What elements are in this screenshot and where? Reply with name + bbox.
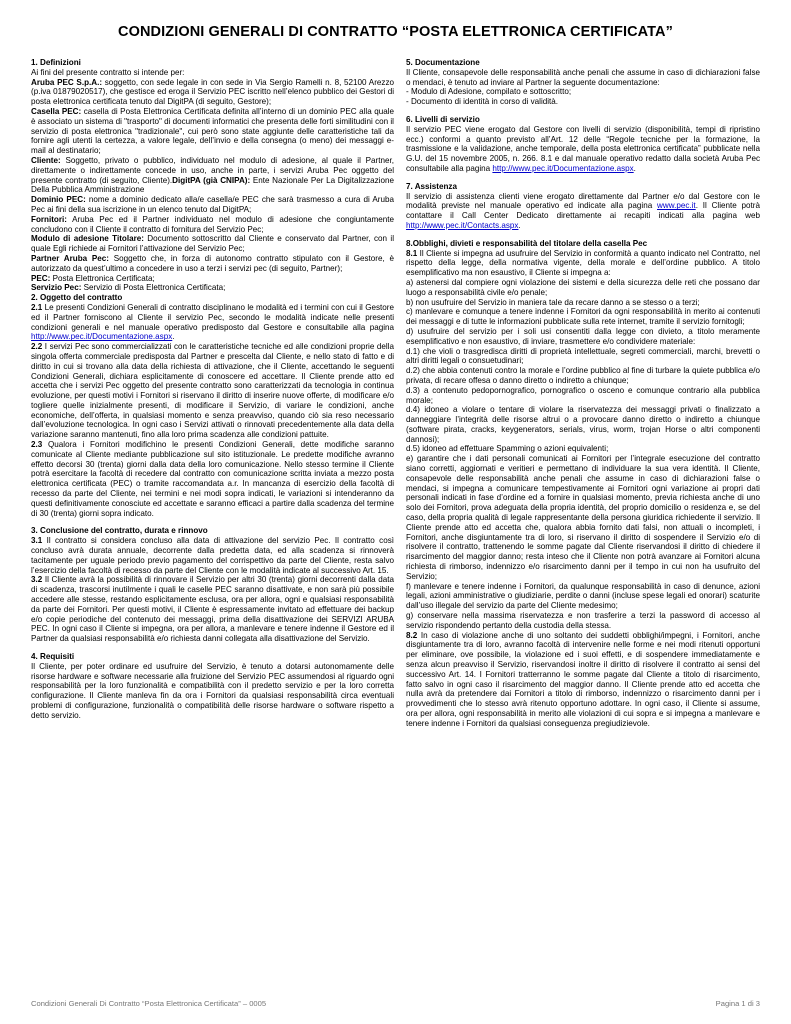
paragraph: Ai fini del presente contratto si intende per: bbox=[31, 67, 185, 77]
clause-3-1 bbox=[31, 536, 394, 575]
definition-fornitori bbox=[31, 215, 394, 235]
section-definizioni bbox=[31, 58, 394, 293]
paragraph-text: Il servizio di assistenza clienti viene erogato direttamente dal Partner e/o dal Gestore con le modalità previste nel manuale operativo ed indicate alla pagina bbox=[406, 191, 760, 211]
definition-text: Servizio di Posta Elettronica Certificata; bbox=[81, 283, 226, 293]
paragraph-text: Il servizio PEC viene erogato dal Gestore con livelli di servizio (disponibilità, tempi di ripristino ecc.) conformi a quanto previsto all’Art. 12 delle “Regole tecniche per la formazione, la trasmissione e la validazione, anche temporale, della posta elettronica certificata” pubblicate nella G.U. del 15 novembre 2005, n. 266. 8.1 e dal manuale operativo redatto dalla società Aruba Pec consultabile alla pagina bbox=[406, 124, 760, 173]
clause-text: Qualora i Fornitori modifichino le presenti Condizioni Generali, dette modifiche saranno comunicate al Cliente mediante pubblicazione sul sito istituzionale. Le predette modifiche avranno effetto decorsi 30 (trenta) giorni dalla data della loro comunicazione. Nello stesso termine il Cliente potrà esercitare la facoltà di recedere dal contratto con comunicazione scritta inviata a mezzo posta elettronica certificata (PEC) o tramite raccomandata a.r. In mancanza di esercizio della facoltà di recesso da parte del Cliente, nei termini e nei modi sopra indicati, le variazioni si intenderanno da questi definitivamente conosciute ed accettate e saranno efficaci a partire dalla scadenza del termine di 30 (trenta) giorni sopra indicato. bbox=[31, 440, 394, 518]
section-obblighi bbox=[406, 239, 760, 729]
definition-modulo bbox=[31, 234, 394, 254]
definition-text: Ente Nazionale Per La Digitalizzazione Della Pubblica Amministrazione bbox=[31, 175, 394, 195]
term: Partner Aruba Pec: bbox=[31, 253, 109, 263]
term: PEC: bbox=[31, 273, 51, 283]
section-oggetto bbox=[31, 293, 394, 518]
section-heading: 5. Documentazione bbox=[406, 58, 480, 67]
list-item: d.1) che violi o trasgredisca diritti di proprietà intellettuale, segreti commerciali, marchi, brevetti o altri diritti legali o consuetudinari; bbox=[406, 346, 760, 366]
clause-text: Le presenti Condizioni Generali di contratto disciplinano le modalità ed i termini con cui il Gestore ed il Partner forniscono al Cliente il servizio Pec, secondo le modalità indicate nelle presenti condizioni generali e nel manuale operativo predisposto dal Gestore e consultabile alla pagina bbox=[31, 302, 394, 332]
list-item: a) astenersi dal compiere ogni violazione dei sistemi e della sicurezza delle reti che possano dar luogo a responsabilità civile e/o penale; bbox=[406, 277, 760, 297]
list-item: d.5) idoneo ad effettuare Spamming o azioni equivalenti; bbox=[406, 444, 609, 454]
term: Servizio Pec: bbox=[31, 283, 82, 293]
section-heading: 1. Definizioni bbox=[31, 58, 81, 67]
definition-text: soggetto, con sede legale in con sede in Via Sergio Ramelli n. 8, 52100 Arezzo (p.iva 01879020517), che gestisce ed eroga il Servizio PEC iscritto nell’elenco pubblico dei Gestori di posta elettronica certificata tenuto dal DigitPA (di seguito, Gestore); bbox=[31, 77, 394, 107]
section-assistenza bbox=[406, 182, 760, 231]
list-item: g) conservare nella massima riservatezza e non trasferire a terzi la password di accesso al servizio rispondendo pertanto della custodia della stessa. bbox=[406, 611, 760, 630]
section-heading: 2. Oggetto del contratto bbox=[31, 293, 123, 303]
clause-2-1 bbox=[31, 303, 394, 342]
definition-text: Soggetto che, in forza di autonomo contratto stipulato con il Gestore, è autorizzato da quest’ultimo a concedere in uso a terzi i servizi pec (di seguito, Partner); bbox=[31, 253, 394, 273]
paragraph-text: . bbox=[518, 220, 521, 230]
section-heading: 4. Requisiti bbox=[31, 652, 75, 662]
term: Aruba PEC S.p.A.: bbox=[31, 77, 103, 87]
section-heading: 3. Conclusione del contratto, durata e rinnovo bbox=[31, 526, 208, 536]
paragraph-text: . Il Cliente potrà contattare il Call Center Dedicato direttamente ai recapiti indicati alla pagina web bbox=[406, 201, 760, 221]
section-heading: 7. Assistenza bbox=[406, 181, 457, 191]
section-conclusione bbox=[31, 526, 394, 644]
left-column bbox=[31, 58, 394, 990]
term: Cliente: bbox=[31, 155, 61, 165]
list-item: - Modulo di Adesione, compilato e sottoscritto; bbox=[406, 87, 572, 97]
clause-text: Il Cliente avrà la possibilità di rinnovare il Servizio per altri 30 (trenta) giorni decorrenti dalla data di scadenza, trascorsi inutilmente i quali le caselle PEC saranno disattivate, e non sarà più possibile accedere alle stesse, restando esplicitamente esclusa, ora per allora, ogni e qualsiasi responsabilità da parte dei Fornitori. Per questi motivi, il Cliente è espressamente invitato ad effettuare dei backup e/o copie periodiche del contenuto dei messaggi, prima della disattivazione dei SERVIZI ARUBA PEC. In ogni caso il Cliente si impegna, ora per allora, a manlevare e tenere indenne il Gestore ed il Partner da qualsiasi responsabilità e/o richiesta danni collegata alla disattivazione del Servizio. bbox=[31, 575, 394, 644]
definition-cliente bbox=[31, 156, 394, 195]
definition-servizio bbox=[31, 283, 394, 293]
footer-page-number: Pagina 1 di 3 bbox=[715, 999, 760, 1008]
clause-number: 8.1 bbox=[406, 248, 418, 258]
section-heading: 6. Livelli di servizio bbox=[406, 114, 480, 124]
section-requisiti bbox=[31, 652, 394, 721]
clause-text: Il Cliente si impegna ad usufruire del Servizio in conformità a quanto indicato nel Contratto, nel rispetto della legge, della normativa vigente, della morale e dell’ordine pubblico. A titolo esemplificativo ma non esaustivo, il Cliente si impegna a: bbox=[406, 248, 760, 278]
clause-number: 2.2 bbox=[31, 342, 43, 352]
definition-text: Aruba Pec ed il Partner individuato nel modulo di adesione che congiuntamente concludono con il Cliente il contratto di fornitura del Servizio Pec; bbox=[31, 214, 394, 234]
footer-document-name: Condizioni Generali Di Contratto “Posta Elettronica Certificata” – 0005 bbox=[31, 999, 267, 1008]
definition-text: nome a dominio dedicato alla/e casella/e PEC che sarà trasmesso a cura di Aruba Pec ai fini della sua iscrizione in un elenco tenuto dal DigitPA; bbox=[31, 195, 394, 214]
paragraph bbox=[406, 125, 760, 174]
paragraph bbox=[406, 192, 760, 231]
clause-3-2 bbox=[31, 575, 394, 644]
section-heading: 8.Obblighi, divieti e responsabilità del titolare della casella Pec bbox=[406, 238, 648, 248]
paragraph: Il Cliente, consapevole delle responsabilità anche penali che assume in caso di dichiarazioni false o mendaci, è tenuto ad inviare al Partner la seguente documentazione: bbox=[406, 67, 760, 87]
paragraph: Il Cliente, per poter ordinare ed usufruire del Servizio, è tenuto a dotarsi autonomamente delle risorse hardware e software necessarie alla fruizione del Servizio PEC assumendosi al riguardo ogni responsabilità per la loro funzionalità e compatibilità con il predetto servizio e per la loro corretta configurazione. Il Cliente manleva fin da ora i Fornitori da qualsiasi responsabilità circa eventuali problemi di configurazione, funzionalità o compatibilità delle risorse hardware o software rispetto a detto servizio. bbox=[31, 661, 394, 720]
paragraph-text: . bbox=[633, 163, 636, 173]
list-item: d.3) a contenuto pedopornografico, pornografico o osceno e comunque contrario alla pubblica morale; bbox=[406, 385, 760, 405]
definition-text: Soggetto, privato o pubblico, individuato nel modulo di adesione, al quale il Partner, direttamente o indirettamente concede in uso, anche in parte, i servizi Aruba Pec oggetto del presente contratto (di seguito, Cliente). bbox=[31, 155, 394, 185]
definition-text: Documento sottoscritto dal Cliente e conservato dal Partner, con il quale Egli richiede ai Fornitori l’attivazione del Servizio Pec; bbox=[31, 234, 394, 254]
list-item: d.2) che abbia contenuti contro la morale e l’ordine pubblico al fine di turbare la quiete pubblica e/o privata, di recare offesa o danno diretto o indiretto a chiunque; bbox=[406, 366, 760, 385]
definition-text: casella di Posta Elettronica Certificata definita all’interno di un dominio PEC alla quale è associato un sistema di "trasporto" di documenti informatici che presenta delle forti similitudini con il servizio di posta elettronica "tradizionale", cui però sono state aggiunte delle caratteristiche tali da fornire agli utenti la certezza, a valore legale, dell’invio e della consegna (o meno) dei messaggi e-mail al destinatario; bbox=[31, 106, 394, 156]
clause-text: I servizi Pec sono commercializzati con le caratteristiche tecniche ed alle condizioni proprie della singola offerta commerciale predisposta dal Partner e prescelta dal Cliente, e nello stato di fatto e di diritto in cui si trovano alla data della richiesta di attivazione, che il Cliente, accettando le seguenti Condizioni Generali, dichiara esplicitamente di conoscere ed accettare. Il Cliente prende atto ed accetta che i servizi Pec oggetto del presente contratto sono caratterizzati da tecnologia in continua evoluzione, per questi motivi i Fornitori si riservano il diritto di inserire nuove offerte, di modificare e/o togliere quelle inizialmente presenti, di modificare il Servizio, di variare le condizioni, anche economiche, dell’offerta, in qualsiasi momento e senza preavviso, quando ciò sia reso necessario dall’evoluzione tecnologica. In ogni caso i Servizi attivati o rinnovati precedentemente alla data della variazione saranno mantenuti, fino alla loro prima scadenza alle condizioni pattuite. bbox=[31, 342, 394, 440]
definition-dominio bbox=[31, 195, 394, 215]
definition-text: Posta Elettronica Certificata; bbox=[50, 273, 155, 283]
documentazione-link[interactable]: http://www.pec.it/Documentazione.aspx bbox=[492, 163, 634, 173]
list-item: f) manlevare e tenere indenne i Fornitori, da qualunque responsabilità in caso di denunce, azioni legali, azioni amministrative o giudiziarie, perdite o danni (incluse spese legali ed onorari) scaturite dall’uso illegale del servizio da parte del Cliente medesimo; bbox=[406, 581, 760, 611]
list-item: - Documento di identità in corso di validità. bbox=[406, 97, 559, 107]
clause-2-2 bbox=[31, 342, 394, 440]
clause-text: . bbox=[172, 332, 175, 342]
term: Fornitori: bbox=[31, 214, 67, 224]
pec-site-link[interactable]: www.pec.it bbox=[657, 201, 696, 211]
list-item: d) usufruire del servizio per i soli usi consentiti dalla legge con divieto, a titolo meramente esemplificativo e non esaustivo, di inviare, trasmettere e/o condividere materiale: bbox=[406, 326, 760, 346]
clause-8-2 bbox=[406, 631, 760, 729]
definition-casella bbox=[31, 107, 394, 156]
clause-8-1 bbox=[406, 249, 760, 278]
list-item: c) manlevare e comunque a tenere indenne i Fornitori da ogni responsabilità in merito ai contenuti dei messaggi e di tutte le informazioni pubblicate sulla rete internet, tramite il servizio fornitogli; bbox=[406, 307, 760, 327]
term: Casella PEC: bbox=[31, 106, 82, 116]
definition-aruba bbox=[31, 78, 394, 107]
clause-text: Il contratto si considera concluso alla data di attivazione del servizio Pec. Il contratto così concluso avrà durata annuale, decorrente dalla predetta data, ed alla scadenza si rinnoverà tacitamente per uguale periodo previo pagamento del corrispettivo da parte del Cliente, resta salvo l’esercizio della facoltà di recesso da parte del Cliente con le modalità indicate al successivo Art. 15. bbox=[31, 536, 394, 575]
clause-number: 3.1 bbox=[31, 536, 43, 546]
clause-2-3 bbox=[31, 440, 394, 518]
list-item: e) garantire che i dati personali comunicati ai Fornitori per l’integrale esecuzione del contratto siano corretti, aggiornati e veritieri e permettano di individuare la sua vera identità. Il Cliente, consapevole delle responsabilità anche penali che assume in caso di dichiarazioni false o mendaci, si impegna a comunicare tempestivamente ai Fornitori ogni variazione ai propri dati personali indicati in fase d’ordine ed a fornire in qualsiasi momento, previa richiesta anche di uno solo dei Fornitori, prova adeguata della propria identità, del proprio domicilio o residenza e, se del caso, della propria qualità di legale rappresentante della persona giuridica richiedente il servizio. Il Cliente prende atto ed accetta che, qualora abbia fornito dati falsi, non attuali o incompleti, i Fornitori, anche disgiuntamente tra di loro, si riservano il diritto di sospendere il Servizio e/o di risolvere il contratto, trattenendo le somme pagate dal Cliente riservandosi il diritto di chiedere il risarcimento del maggior danno; resta inteso che il Cliente non potrà avanzare ai Fornitori alcuna richiesta di rimborso, indennizzo e/o risarcimento danni per il tempo in cui non ha usufruito del Servizio; bbox=[406, 454, 760, 581]
list-item: b) non usufruire del Servizio in maniera tale da recare danno a se stesso o a terzi; bbox=[406, 297, 700, 307]
documentazione-link[interactable]: http://www.pec.it/Documentazione.aspx bbox=[31, 332, 173, 342]
term: DigitPA (già CNIPA): bbox=[172, 175, 251, 185]
clause-number: 3.2 bbox=[31, 575, 43, 585]
definition-partner bbox=[31, 254, 394, 274]
clause-number: 2.3 bbox=[31, 440, 43, 450]
clause-number: 2.1 bbox=[31, 302, 43, 312]
clause-text: In caso di violazione anche di uno soltanto dei suddetti obblighi/impegni, i Fornitori, anche disgiuntamente tra di loro, avranno facoltà di intervenire nelle forme e nei modi ritenuti opportuni per eliminare, ove possibile, la violazione ed i suoi effetti, e di sospendere immediatamente e senza alcun preavviso il Servizio, riservandosi inoltre il diritto di risolvere il contratto ai sensi del successivo Art. 14. I Fornitori tratterranno le somme pagate dal Cliente a titolo di risarcimento, fatto salvo in ogni caso il risarcimento del maggior danno. Il Cliente prende atto ed accetta che nulla avrà da pretendere dai Fornitori a titolo di rimborso, indennizzo o risarcimento danni per i provvedimenti che lo stesso avrà ritenuto opportuno adottare. In ogni caso, il Cliente si assume, ora per allora, ogni responsabilità in merito alle violazioni di cui sopra e si impegna a manlevare e tenere indenne i Fornitori da qualsiasi conseguenza pregiudizievole. bbox=[406, 630, 760, 728]
term: Dominio PEC: bbox=[31, 195, 86, 205]
section-documentazione bbox=[406, 58, 760, 107]
definition-pec bbox=[31, 274, 394, 284]
section-livelli bbox=[406, 115, 760, 174]
page-title: CONDIZIONI GENERALI DI CONTRATTO “POSTA ELETTRONICA CERTIFICATA” bbox=[118, 24, 673, 40]
contacts-link[interactable]: http://www.pec.it/Contacts.aspx bbox=[406, 220, 519, 230]
list-item: d.4) idoneo a violare o tentare di violare la riservatezza dei messaggi privati o finalizzato a danneggiare l’integrità delle risorse altrui o a provocare danno diretto o indiretto a chiunque (software pirata, cracks, keygenerators, serials, virus, worm, trojan Horse o altri componenti dannosi); bbox=[406, 405, 760, 444]
right-column bbox=[406, 58, 760, 990]
clause-number: 8.2 bbox=[406, 630, 418, 640]
term: Modulo di adesione Titolare: bbox=[31, 234, 144, 244]
